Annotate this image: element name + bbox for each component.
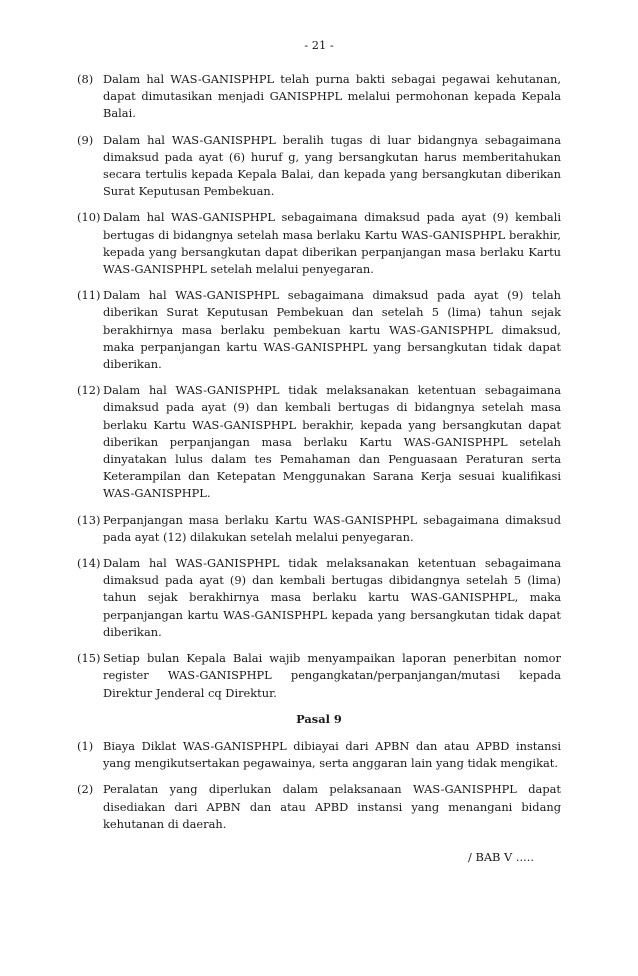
paragraph-text: Perpanjangan masa berlaku Kartu WAS-GANISPHPL sebagaimana dimaksud pada ayat (12) dilakukan setelah melalui penyegaran. [103, 512, 561, 544]
page-number: - 21 - [304, 38, 334, 52]
paragraph-number: (10) [77, 210, 101, 225]
paragraph-item [77, 71, 561, 123]
paragraph-item [77, 382, 561, 502]
paragraph-text: Dalam hal WAS-GANISPHPL sebagaimana dimaksud pada ayat (9) kembali bertugas di bidangnya setelah masa berlaku Kartu WAS-GANISPHPL berakhir, kepada yang bersangkutan dapat diberikan perpanjangan masa berlaku Kartu WAS-GANISPHPL setelah melalui penyegaran. [103, 210, 561, 277]
paragraph-item [77, 738, 561, 772]
paragraph-text: Dalam hal WAS-GANISPHPL sebagaimana dimaksud pada ayat (9) telah diberikan Surat Keputusan Pembekuan dan setelah 5 (lima) tahun sejak berakhirnya masa berlaku pembekuan kartu WAS-GANISPHPL dimaksud, maka perpanjangan kartu WAS-GANISPHPL yang bersangkutan tidak dapat diberikan. [103, 288, 561, 372]
paragraph-text: Peralatan yang diperlukan dalam pelaksanaan WAS-GANISPHPL dapat disediakan dari APBN dan atau APBD instansi yang menangani bidang kehutanan di daerah. [103, 782, 561, 831]
paragraph-number: (9) [77, 132, 94, 147]
paragraph-number: (13) [77, 512, 101, 527]
paragraph-number: (1) [77, 738, 94, 753]
paragraph-text: Dalam hal WAS-GANISPHPL tidak melaksanakan ketentuan sebagaimana dimaksud pada ayat (9) dan kembali bertugas dibidangnya setelah 5 (lima) tahun sejak berakhirnya masa berlaku kartu WAS-GANISPHPL, maka perpanjangan kartu WAS-GANISPHPL kepada yang bersangkutan tidak dapat diberikan. [103, 556, 561, 639]
article-9-paragraphs [77, 738, 561, 833]
paragraph-text: Dalam hal WAS-GANISPHPL telah purna bakti sebagai pegawai kehutanan, dapat dimutasikan menjadi GANISPHPL melalui permohonan kepada Kepala Balai. [103, 72, 561, 121]
paragraph-item [77, 781, 561, 833]
paragraph-number: (2) [77, 782, 94, 797]
paragraph-number: (12) [77, 383, 101, 398]
paragraph-text: Setiap bulan Kepala Balai wajib menyampaikan laporan penerbitan nomor register WAS-GANISPHPL pengangkatan/perpanjangan/mutasi kepada Direktur Jenderal cq Direktur. [103, 651, 561, 700]
paragraph-item [77, 512, 561, 546]
paragraph-number: (15) [77, 651, 101, 666]
next-page-reference: / BAB V ..... [468, 850, 534, 864]
article-heading: Pasal 9 [296, 711, 342, 726]
paragraph-number: (14) [77, 556, 101, 571]
paragraph-item [77, 555, 561, 641]
paragraph-item [77, 287, 561, 373]
paragraph-item [77, 132, 561, 201]
document-body [77, 71, 561, 842]
paragraph-text: Dalam hal WAS-GANISPHPL beralih tugas di luar bidangnya sebagaimana dimaksud pada ayat (6) huruf g, yang bersangkutan harus memberitahukan secara tertulis kepada Kepala Balai, dan kepada yang bersangkutan diberikan Surat Keputusan Pembekuan. [103, 132, 561, 199]
paragraph-text: Dalam hal WAS-GANISPHPL tidak melaksanakan ketentuan sebagaimana dimaksud pada ayat (9) dan kembali bertugas di bidangnya setelah masa berlaku Kartu WAS-GANISPHPL berakhir, kepada yang bersangkutan dapat diberikan perpanjangan masa berlaku Kartu WAS-GANISPHPL setelah dinyatakan lulus dalam tes Pemahaman dan Penguasaan Peraturan serta Keterampilan dan Ketepatan Menggunakan Sarana Kerja sesuai kualifikasi WAS-GANISPHPL. [103, 383, 561, 501]
paragraph-item [77, 650, 561, 702]
paragraph-item [77, 209, 561, 278]
paragraph-number: (8) [77, 72, 94, 86]
paragraph-text: Biaya Diklat WAS-GANISPHPL dibiayai dari APBN dan atau APBD instansi yang mengikutsertakan pegawainya, serta anggaran lain yang tidak mengikat. [103, 738, 561, 771]
article-8-paragraphs [77, 71, 561, 702]
paragraph-number: (11) [77, 288, 101, 303]
